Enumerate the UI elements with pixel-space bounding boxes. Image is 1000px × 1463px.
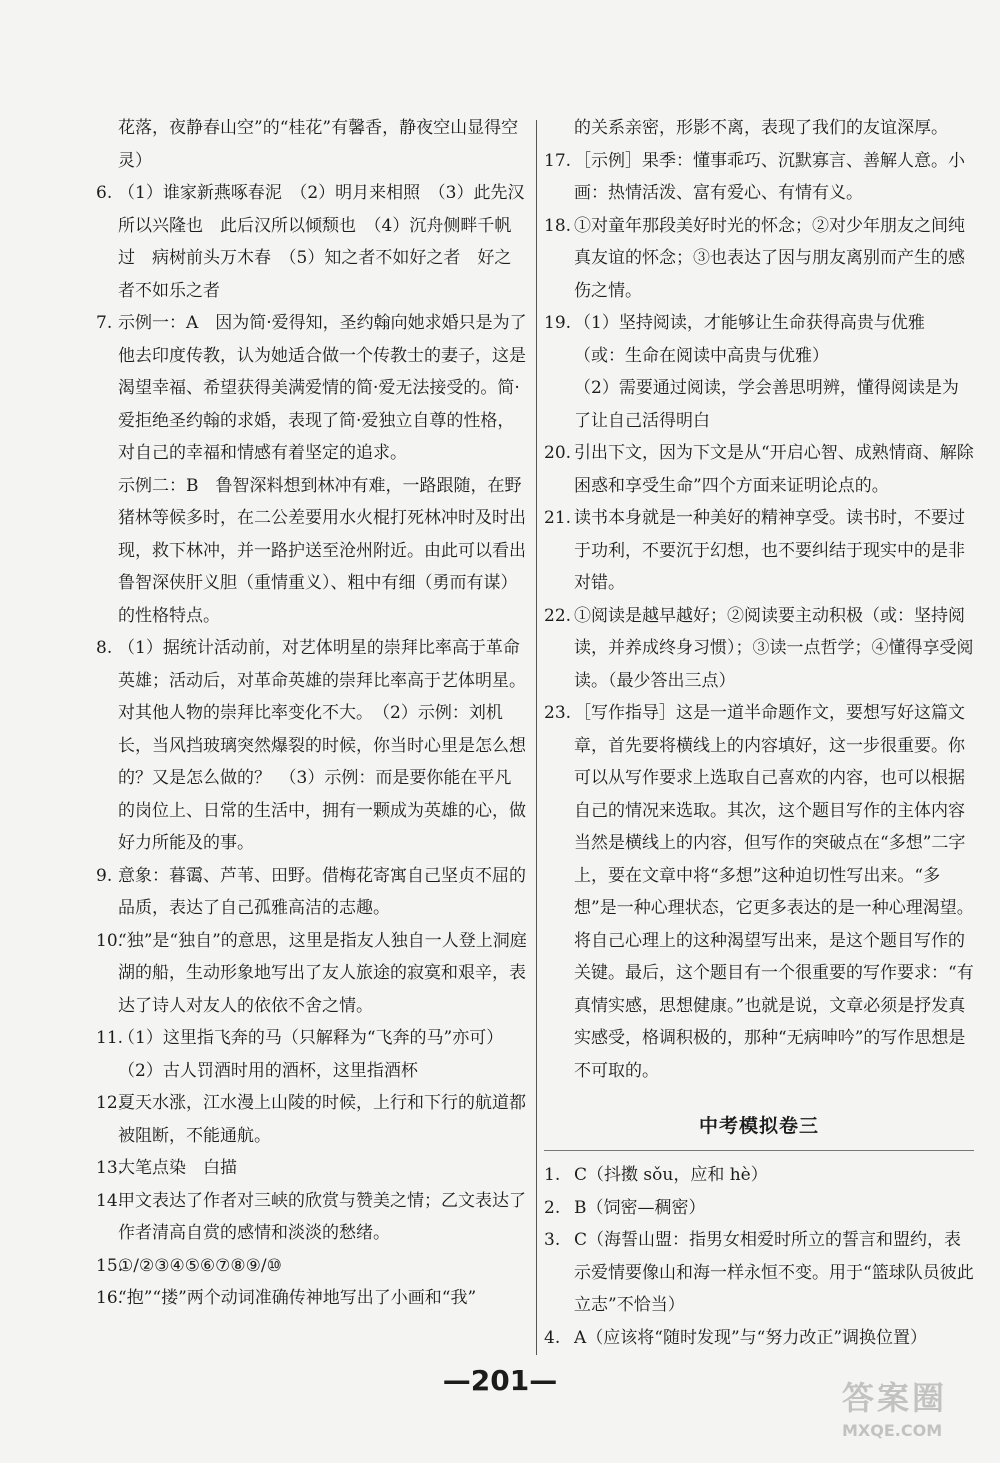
answer-item xyxy=(544,210,974,308)
item-number: 12. xyxy=(96,1093,124,1113)
answer-item xyxy=(544,372,974,437)
answer-text: （1）这里指飞奔的马（只解释为“飞奔的马”亦可）（2）古人罚酒时用的酒杯，这里指酒杯 xyxy=(118,1028,504,1081)
answer-item xyxy=(96,177,528,307)
item-number: 2. xyxy=(544,1197,561,1218)
answer-item xyxy=(96,860,528,925)
item-number: 18. xyxy=(544,215,572,236)
item-number: 1. xyxy=(544,1165,561,1185)
answer-text: ［写作指导］这是一道半命题作文，要想写好这篇文章，首先要将横线上的内容填好，这一步很重要。你可以从写作要求上选取自己喜欢的内容，也可以根据自己的情况来选取。其次，这个题目写作的主体内容当然是横线上的内容，但写作的突破点在“多想”二字上，要在文章中将“多想”这种迫切性写出来。“多想”是一种心理状态，它更多表达的是一种心理渴望。将自己心理上的这种渴望写出来，是这个题目写作的关键。最后，这个题目有一个很重要的写作要求：“有真情实感，思想健康。”也就是说，文章必须是抒发真实感受，格调积极的，那种“无病呻吟”的写作思想是不可取的。 xyxy=(574,703,974,1081)
answer-text: 示例一：A 因为简·爱得知，圣约翰向她求婚只是为了他去印度传教，认为她适合做一个传教士的妻子，这是渴望幸福、希望获得美满爱情的简·爱无法接受的。简·爱拒绝圣约翰的求婚，表现了简·爱独立自尊的性格，对自己的幸福和情感有着坚定的追求。 xyxy=(118,313,527,463)
answer-item xyxy=(96,1022,528,1087)
answer-item xyxy=(544,1224,974,1322)
item-number: 4. xyxy=(544,1327,561,1348)
answer-item xyxy=(544,600,974,698)
answer-item xyxy=(96,632,528,860)
watermark-logo-text: 答案圈 xyxy=(842,1379,948,1417)
item-number: 13. xyxy=(96,1158,124,1178)
answer-item xyxy=(544,112,974,145)
answer-item xyxy=(96,307,528,470)
right-column xyxy=(544,112,974,1354)
answer-text: ①对童年那段美好时光的怀念；②对少年朋友之间纯真友谊的怀念；③也表达了因与朋友离别而产生的感伤之情。 xyxy=(574,215,965,301)
answer-item xyxy=(544,307,974,372)
answer-item xyxy=(96,1250,528,1283)
item-number: 6. xyxy=(96,183,113,203)
item-number: 22. xyxy=(544,605,572,626)
section-rule xyxy=(544,1150,974,1151)
answer-item xyxy=(96,1282,528,1315)
answer-text: （2）需要通过阅读，学会善思明辨，懂得阅读是为了让自己活得明白 xyxy=(574,378,959,431)
item-number: 8. xyxy=(96,638,113,658)
answer-item xyxy=(118,112,528,177)
item-number: 3. xyxy=(544,1230,561,1250)
page-number: —201— xyxy=(442,1364,558,1397)
item-number: 15. xyxy=(96,1255,124,1276)
answer-item xyxy=(544,1159,974,1192)
column-divider xyxy=(536,120,537,1355)
answer-text: 夏天水涨，江水漫上山陵的时候，上行和下行的航道都被阻断，不能通航。 xyxy=(118,1093,526,1146)
answer-text: （1）坚持阅读，才能够让生命获得高贵与优雅（或：生命在阅读中高贵与优雅） xyxy=(574,313,925,366)
answer-text: ［示例］果季：懂事乖巧、沉默寡言、善解人意。小画：热情活泼、富有爱心、有情有义。 xyxy=(574,150,965,203)
item-number: 23. xyxy=(544,703,572,723)
answer-text: A（应该将“随时发现”与“努力改正”调换位置） xyxy=(574,1327,928,1348)
item-number: 19. xyxy=(544,313,572,333)
answer-item xyxy=(96,925,528,1023)
answer-text: C（抖擞 sǒu，应和 hè） xyxy=(574,1165,768,1185)
answer-text: （1）据统计活动前，对艺体明星的崇拜比率高于革命英雄；活动后，对革命英雄的崇拜比率高于艺体明星。对其他人物的崇拜比率变化不大。 （2）示例：刘机长，当风挡玻璃突然爆裂的时候，你当时心里是怎么想的？又是怎么做的？ （3）示例：而是要你能在平凡的岗位上、日常的生活中，拥有一颗成为英雄的心，做好力所能及的事。 xyxy=(118,638,526,853)
item-number: 16. xyxy=(96,1288,124,1308)
watermark-logo xyxy=(842,1373,982,1451)
answer-text: C（海誓山盟：指男女相爱时所立的誓言和盟约，表示爱情要像山和海一样永恒不变。用于“篮球队员彼此立志”不恰当） xyxy=(574,1230,974,1315)
item-number: 10. xyxy=(96,930,124,951)
answer-item xyxy=(96,1087,528,1152)
section-title: 中考模拟卷三 xyxy=(698,1115,819,1137)
answer-text: 的关系亲密，形影不离，表现了我们的友谊深厚。 xyxy=(574,118,948,138)
answer-text: 意象：暮霭、芦苇、田野。借梅花寄寓自己坚贞不屈的品质，表达了自己孤雅高洁的志趣。 xyxy=(118,865,526,918)
item-number: 21. xyxy=(544,508,572,528)
answer-text: B（饲密—稠密） xyxy=(574,1197,706,1218)
answer-text: （1）谁家新燕啄春泥 （2）明月来相照 （3）此先汉所以兴隆也 此后汉所以倾颓也 （4）沉舟侧畔千帆过 病树前头万木春 （5）知之者不如好之者 好之者不如乐之者 xyxy=(118,183,525,301)
item-number: 7. xyxy=(96,313,113,333)
item-number: 11. xyxy=(96,1028,124,1048)
item-number: 20. xyxy=(544,443,572,463)
answer-text: 示例二：B 鲁智深料想到林冲有难，一路跟随，在野猪林等候多时，在二公差要用水火棍打死林冲时及时出现，救下林冲，并一路护送至沧州附近。由此可以看出鲁智深侠肝义胆（重情重义）、粗中有细（勇而有谋）的性格特点。 xyxy=(118,475,526,626)
answer-text: “抱”“搂”两个动词准确传神地写出了小画和“我” xyxy=(118,1288,477,1308)
answer-item xyxy=(544,145,974,210)
item-number: 17. xyxy=(544,150,572,171)
item-number: 9. xyxy=(96,865,113,886)
answer-text: 花落，夜静春山空”的“桂花”有馨香，静夜空山显得空灵） xyxy=(118,118,519,171)
answer-text: “独”是“独自”的意思，这里是指友人独自一人登上洞庭湖的船，生动形象地写出了友人旅途的寂寞和艰辛，表达了诗人对友人的依依不舍之情。 xyxy=(118,930,527,1016)
item-number: 14. xyxy=(96,1190,124,1211)
answer-item xyxy=(96,1185,528,1250)
answer-item xyxy=(544,502,974,600)
answer-item xyxy=(96,1152,528,1185)
answer-item xyxy=(544,437,974,502)
answer-text: 引出下文，因为下文是从“开启心智、成熟情商、解除困惑和享受生命”四个方面来证明论点的。 xyxy=(574,443,974,496)
left-column xyxy=(96,112,528,1315)
answer-item xyxy=(544,697,974,1087)
watermark-url: MXQE.COM xyxy=(842,1421,943,1440)
answer-text: ①/②③④⑤⑥⑦⑧⑨/⑩ xyxy=(118,1255,282,1276)
answer-item xyxy=(544,1322,974,1355)
answer-text: 读书本身就是一种美好的精神享受。读书时，不要过于功利，不要沉于幻想，也不要纠结于现实中的是非对错。 xyxy=(574,508,965,593)
answer-text: 大笔点染 白描 xyxy=(118,1158,237,1178)
answer-text: 甲文表达了作者对三峡的欣赏与赞美之情；乙文表达了作者清高自赏的感情和淡淡的愁绪。 xyxy=(118,1190,526,1243)
answer-item xyxy=(544,1192,974,1225)
answer-text: ①阅读是越早越好；②阅读要主动积极（或：坚持阅读，并养成终身习惯）；③读一点哲学；④懂得享受阅读。（最少答出三点） xyxy=(574,605,974,691)
answer-item xyxy=(118,470,528,633)
